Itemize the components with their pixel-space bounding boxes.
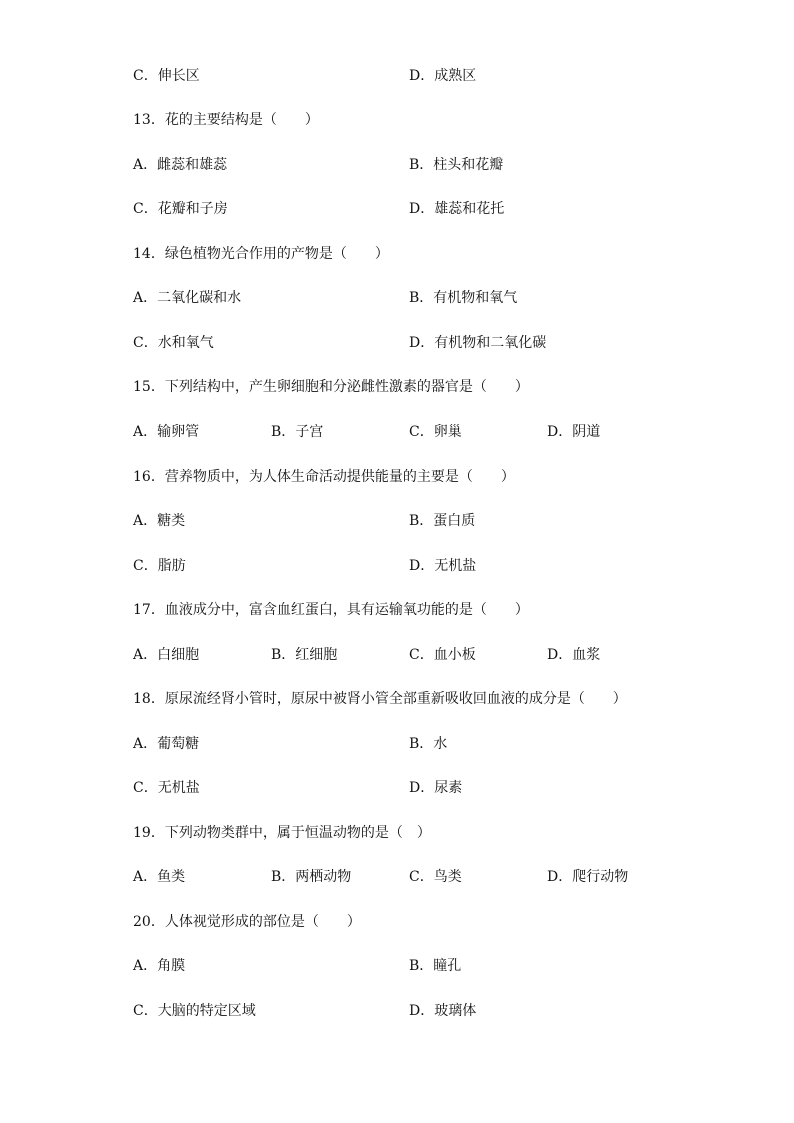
q18-options-row-cd [0, 777, 794, 799]
q18-stem: 18．原尿流经肾小管时，原尿中被肾小管全部重新吸收回血液的成分是（ ） [133, 691, 627, 707]
q13-option-d: D．雄蕊和花托 [409, 201, 505, 217]
q15-stem: 15．下列结构中，产生卵细胞和分泌雌性激素的器官是（ ） [133, 379, 529, 395]
q20-stem-row [0, 911, 794, 933]
q18-option-c: C．无机盐 [133, 780, 200, 796]
q16-stem-row [0, 466, 794, 488]
q18-options-row-ab [0, 733, 794, 755]
q18-option-a: A．葡萄糖 [133, 736, 200, 752]
q13-stem-row [0, 109, 794, 131]
q19-option-a: A．鱼类 [133, 869, 186, 885]
q16-stem: 16．营养物质中，为人体生命活动提供能量的主要是（ ） [133, 469, 515, 485]
q15-options-row [0, 421, 794, 443]
q19-options-row [0, 866, 794, 888]
q12-option-d: D．成熟区 [409, 68, 477, 84]
q13-options-row-ab [0, 154, 794, 176]
q16-options-row-cd [0, 555, 794, 577]
q17-options-row [0, 644, 794, 666]
q14-options-row-cd [0, 332, 794, 354]
q16-option-a: A．糖类 [133, 513, 186, 529]
q17-option-b: B．红细胞 [271, 647, 338, 663]
q15-option-b: B．子宫 [271, 424, 324, 440]
q14-option-b: B．有机物和氧气 [409, 290, 518, 306]
q20-options-row-cd [0, 1000, 794, 1022]
q12-option-c: C．伸长区 [133, 68, 200, 84]
q20-options-row-ab [0, 955, 794, 977]
q19-option-d: D．爬行动物 [547, 869, 629, 885]
q14-options-row-ab [0, 287, 794, 309]
q18-option-d: D．尿素 [409, 780, 463, 796]
q15-stem-row [0, 376, 794, 398]
q16-option-b: B．蛋白质 [409, 513, 476, 529]
q19-option-c: C．鸟类 [409, 869, 462, 885]
q20-stem: 20．人体视觉形成的部位是（ ） [133, 914, 361, 930]
q20-option-a: A．角膜 [133, 958, 186, 974]
q17-stem-row [0, 599, 794, 621]
q20-option-c: C．大脑的特定区域 [133, 1003, 256, 1019]
q17-option-d: D．血浆 [547, 647, 601, 663]
q19-stem: 19．下列动物类群中，属于恒温动物的是（ ） [133, 825, 431, 841]
q14-stem: 14．绿色植物光合作用的产物是（ ） [133, 246, 389, 262]
q12-options-row-cd [0, 65, 794, 87]
q18-stem-row [0, 688, 794, 710]
q18-option-b: B．水 [409, 736, 448, 752]
q13-stem: 13．花的主要结构是（ ） [133, 112, 319, 128]
q16-options-row-ab [0, 510, 794, 532]
q13-option-c: C．花瓣和子房 [133, 201, 228, 217]
q15-option-a: A．输卵管 [133, 424, 200, 440]
q16-option-c: C．脂肪 [133, 558, 186, 574]
q14-stem-row [0, 243, 794, 265]
q15-option-c: C．卵巢 [409, 424, 462, 440]
q19-stem-row [0, 822, 794, 844]
q17-option-c: C．血小板 [409, 647, 476, 663]
q20-option-d: D．玻璃体 [409, 1003, 477, 1019]
q14-option-a: A．二氧化碳和水 [133, 290, 242, 306]
q13-option-a: A．雌蕊和雄蕊 [133, 157, 228, 173]
q17-stem: 17．血液成分中，富含血红蛋白，具有运输氧功能的是（ ） [133, 602, 529, 618]
q17-option-a: A．白细胞 [133, 647, 200, 663]
q13-option-b: B．柱头和花瓣 [409, 157, 504, 173]
q19-option-b: B．两栖动物 [271, 869, 352, 885]
q20-option-b: B．瞳孔 [409, 958, 462, 974]
q14-option-c: C．水和氧气 [133, 335, 214, 351]
q15-option-d: D．阴道 [547, 424, 601, 440]
q16-option-d: D．无机盐 [409, 558, 477, 574]
q14-option-d: D．有机物和二氧化碳 [409, 335, 547, 351]
q13-options-row-cd [0, 198, 794, 220]
